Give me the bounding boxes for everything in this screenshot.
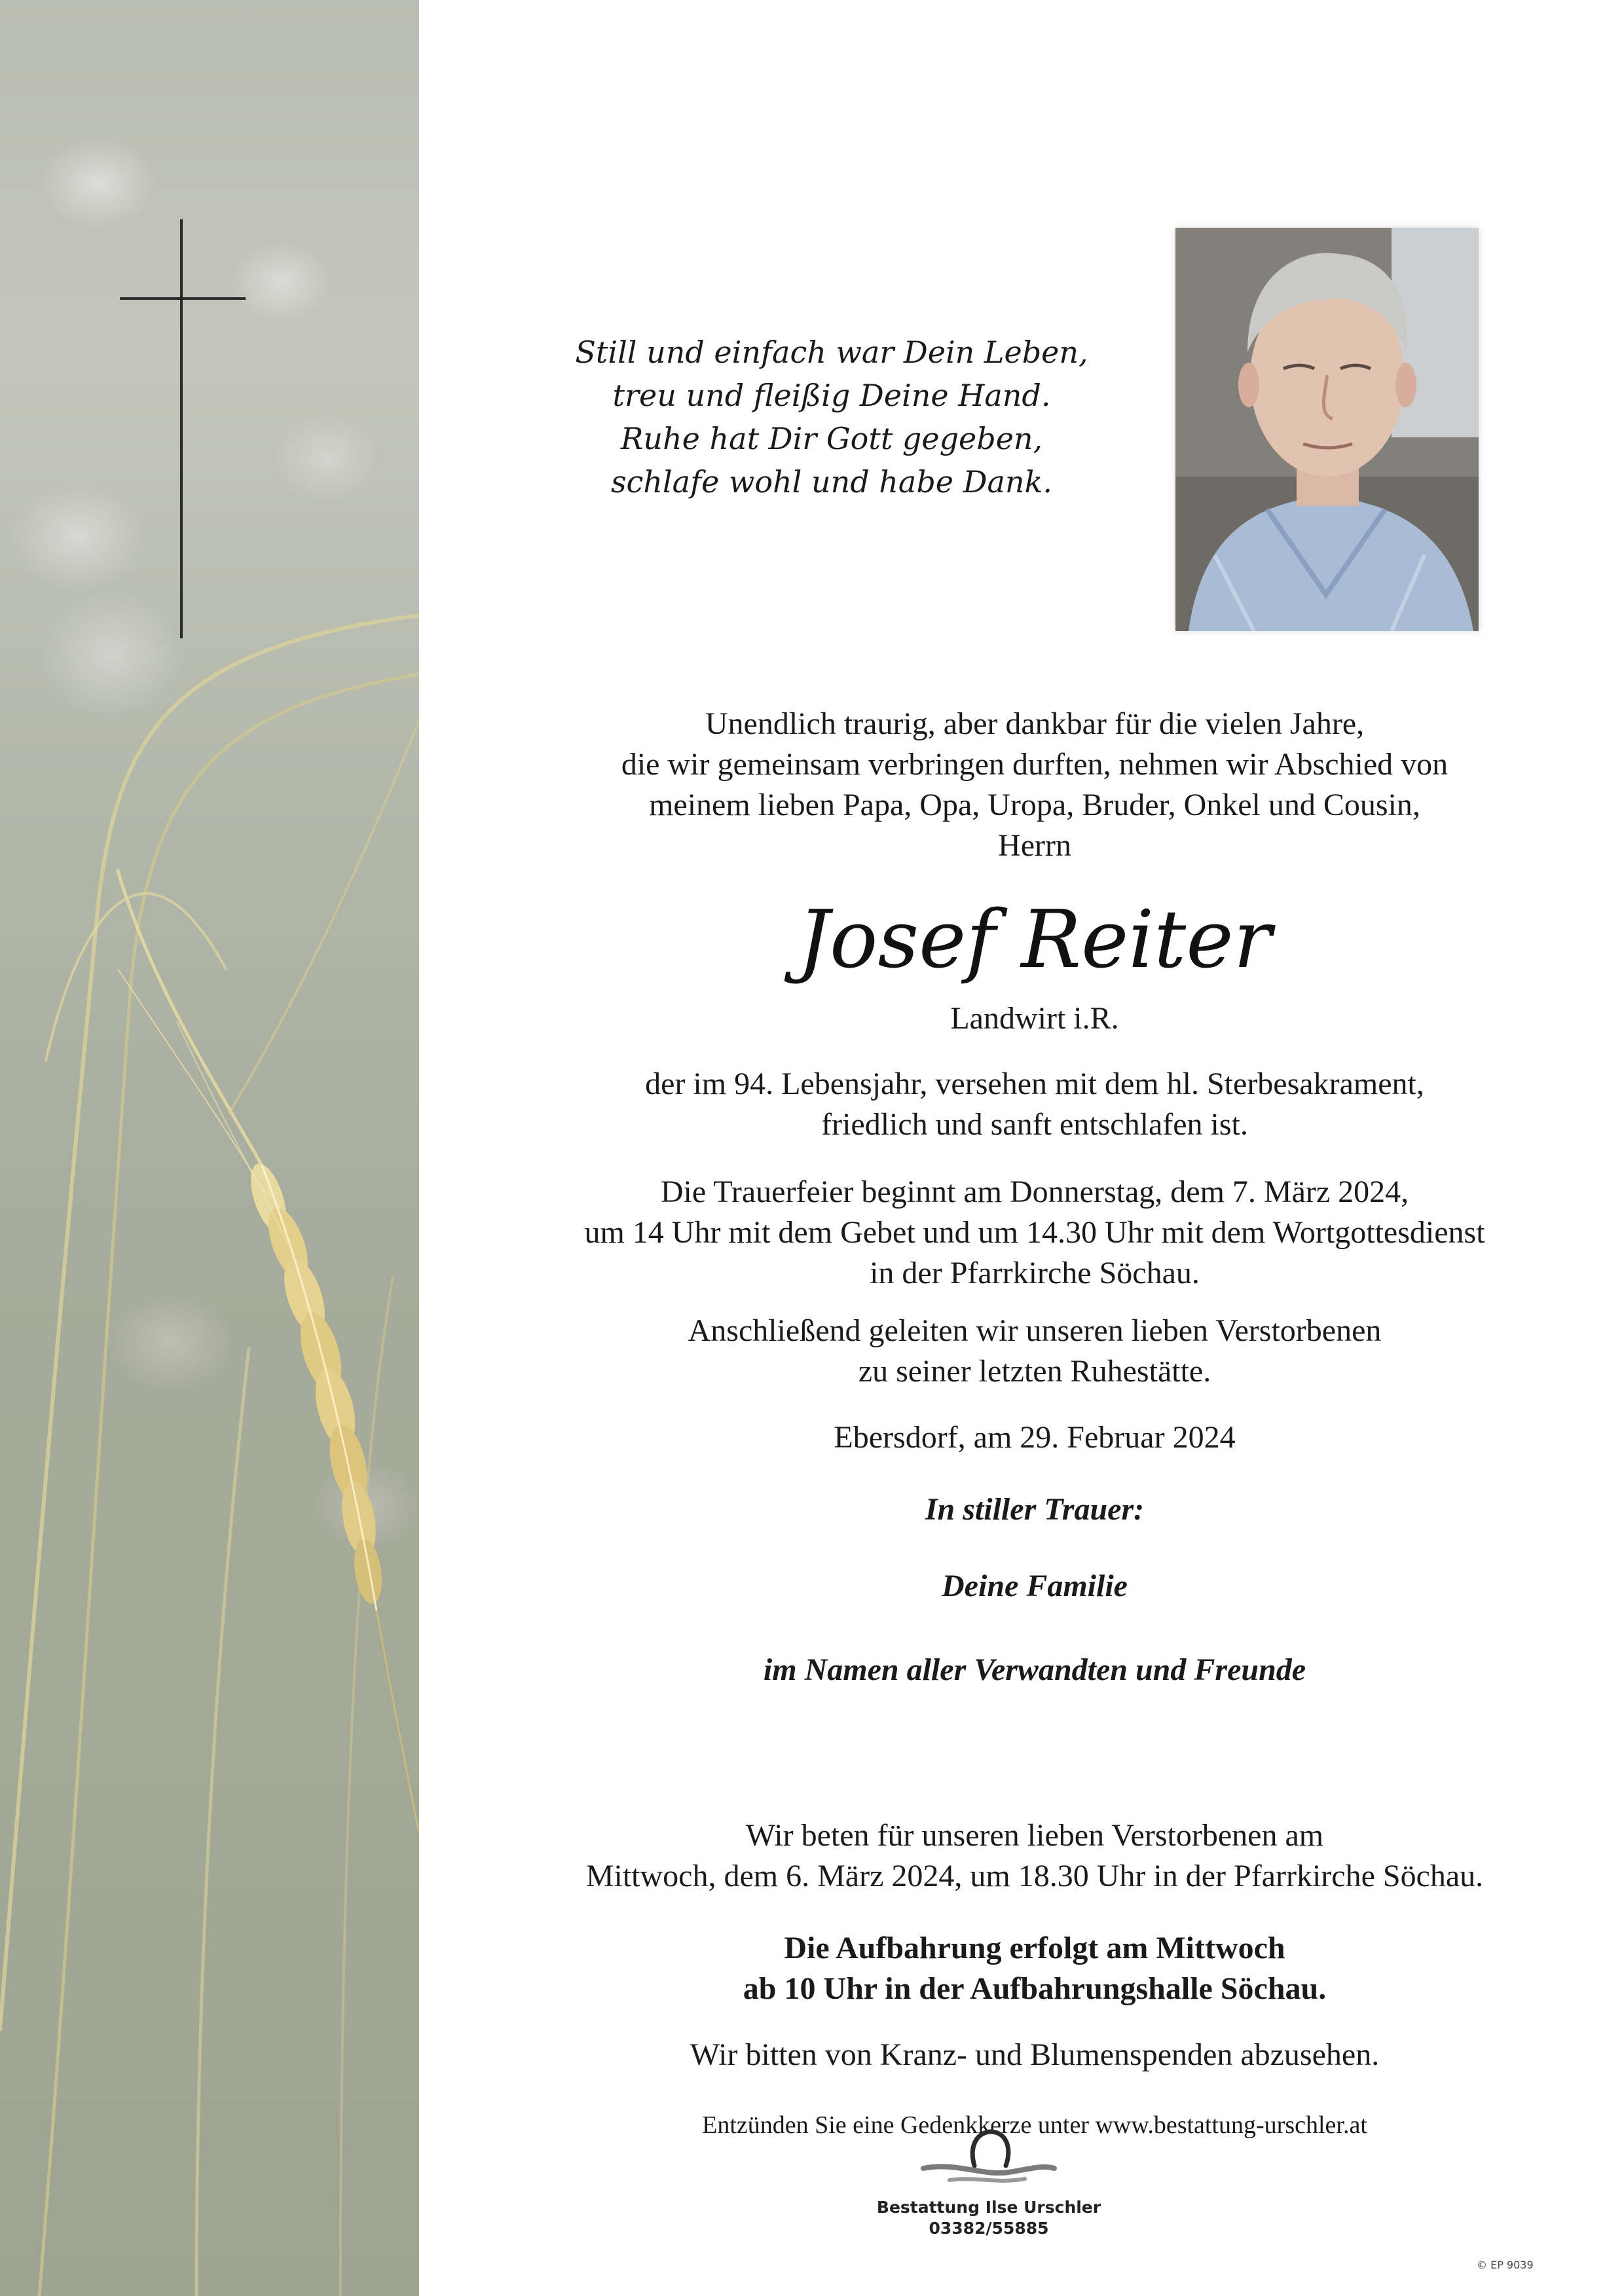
wheat-ear: [118, 969, 419, 1833]
prayer-info: [458, 1815, 1611, 1897]
burial-line: zu seiner letzten Ruhestätte.: [858, 1354, 1211, 1389]
prayer-line: Mittwoch, dem 6. März 2024, um 18.30 Uhr in der Pfarrkirche Söchau.: [585, 1859, 1484, 1893]
wheat-illustration: [0, 0, 419, 2296]
candle-note: Entzünden Sie eine Gedenkkerze unter www.bestattung-urschler.at: [702, 2111, 1367, 2139]
poem-line: Still und einfach war Dein Leben,: [575, 335, 1088, 370]
death-notice-line: der im 94. Lebensjahr, versehen mit dem hl. Sterbesakrament,: [645, 1066, 1424, 1101]
funeral-home-name: Bestattung Ilse Urschler: [876, 2198, 1101, 2217]
burial-line: Anschließend geleiten wir unseren lieben Verstorbenen: [688, 1313, 1382, 1348]
death-notice: [458, 1064, 1611, 1145]
mourners-family: Deine Familie: [942, 1569, 1128, 1603]
flowers-request: Wir bitten von Kranz- und Blumenspenden abzusehen.: [690, 2037, 1380, 2072]
portrait-illustration: [1175, 228, 1479, 631]
place-date: Ebersdorf, am 29. Februar 2024: [834, 1420, 1236, 1455]
deceased-name: Josef Reiter: [798, 893, 1272, 986]
poem-line: Ruhe hat Dir Gott gegeben,: [620, 421, 1043, 456]
ceremony-line: Die Trauerfeier beginnt am Donnerstag, dem 7. März 2024,: [660, 1175, 1409, 1209]
ceremony-line: in der Pfarrkirche Söchau.: [870, 1256, 1200, 1290]
death-notice-line: friedlich und sanft entschlafen ist.: [821, 1107, 1248, 1142]
cross-icon: [120, 219, 246, 638]
funeral-home-phone: 03382/55885: [929, 2219, 1049, 2238]
viewing-line: Die Aufbahrung erfolgt am Mittwoch: [784, 1931, 1285, 1965]
mourners-relatives: im Namen aller Verwandten und Freunde: [763, 1652, 1306, 1687]
intro-line: Unendlich traurig, aber dankbar für die vielen Jahre,: [705, 706, 1365, 741]
portrait-photo: [1175, 228, 1479, 631]
intro-line: die wir gemeinsam verbringen durften, nehmen wir Abschied von: [621, 747, 1449, 782]
intro-line: meinem lieben Papa, Opa, Uropa, Bruder, Onkel und Cousin,: [649, 788, 1420, 822]
ceremony-line: um 14 Uhr mit dem Gebet und um 14.30 Uhr mit dem Wortgottesdienst: [584, 1215, 1485, 1250]
viewing-info: [458, 1928, 1611, 2009]
viewing-line: ab 10 Uhr in der Aufbahrungshalle Söchau.: [743, 1971, 1327, 2006]
decorative-side-panel: [0, 0, 419, 2296]
burial-info: [458, 1311, 1611, 1392]
funeral-home-logo-icon: [910, 2121, 1067, 2193]
deceased-occupation: Landwirt i.R.: [950, 1001, 1119, 1036]
poem-line: treu und fleißig Deine Hand.: [612, 378, 1051, 413]
ceremony-info: [458, 1172, 1611, 1294]
funeral-home-logo: [832, 2121, 1146, 2239]
poem-line: schlafe wohl und habe Dank.: [610, 464, 1053, 500]
mourners-heading: In stiller Trauer:: [925, 1492, 1145, 1527]
prayer-line: Wir beten für unseren lieben Verstorbenen am: [745, 1818, 1324, 1853]
intro-paragraph: [458, 704, 1611, 866]
memorial-poem: [537, 331, 1126, 503]
document-code: © EP 9039: [1477, 2259, 1534, 2271]
intro-line: Herrn: [998, 828, 1071, 863]
